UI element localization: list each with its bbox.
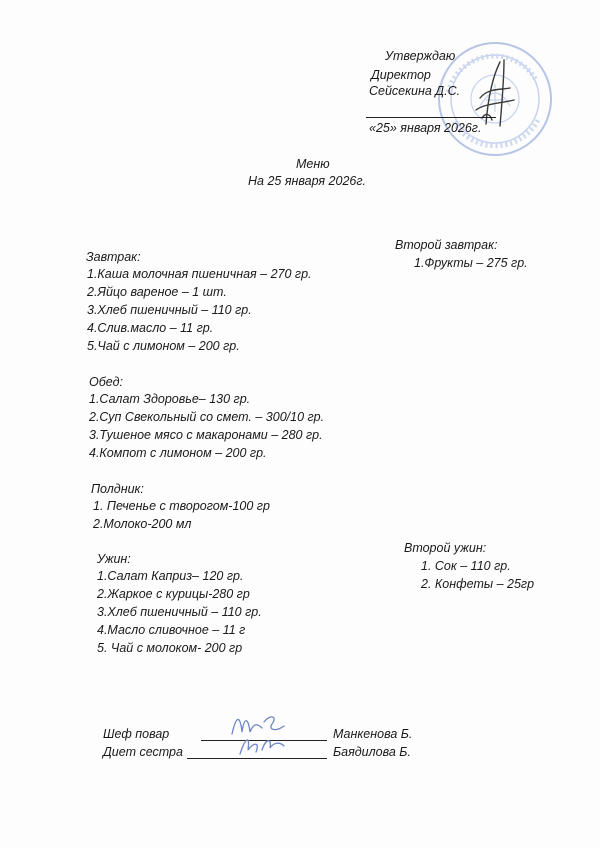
dinner-item: 5. Чай с молоком- 200 гр (97, 641, 243, 655)
lunch-item: 2.Суп Свекольный со смет. – 300/10 гр. (89, 410, 325, 424)
page-title: Меню (296, 157, 330, 171)
lunch-item: 1.Салат Здоровье– 130 гр. (89, 392, 251, 406)
chef-name: Манкенова Б. (333, 727, 413, 741)
approval-approve: Утверждаю (385, 49, 456, 63)
breakfast-item: 1.Каша молочная пшеничная – 270 гр. (87, 267, 312, 281)
lunch-item: 3.Тушеное мясо с макаронами – 280 гр. (89, 428, 323, 442)
director-signature-icon (470, 58, 520, 130)
second-dinner-item: 2. Конфеты – 25гр (421, 577, 535, 591)
dinner-heading: Ужин: (97, 552, 131, 566)
approval-date: «25» января 2026г. (369, 121, 482, 135)
lunch-item: 4.Компот с лимоном – 200 гр. (89, 446, 267, 460)
approval-signature-line (366, 117, 496, 118)
snack-item: 1. Печенье с творогом-100 гр (93, 499, 270, 513)
nurse-role: Диет сестра (103, 745, 183, 759)
nurse-name: Баядилова Б. (333, 745, 411, 759)
snack-item: 2.Молоко-200 мл (93, 517, 192, 531)
second-dinner-heading: Второй ужин: (404, 541, 487, 555)
second-breakfast-item: 1.Фрукты – 275 гр. (414, 256, 528, 270)
approval-name: Сейсекина Д.С. (369, 84, 461, 98)
breakfast-item: 5.Чай с лимоном – 200 гр. (87, 339, 240, 353)
breakfast-item: 2.Яйцо вареное – 1 шт. (87, 285, 227, 299)
nurse-signature-icon (236, 730, 292, 760)
page-subtitle-date: На 25 января 2026г. (248, 174, 366, 188)
breakfast-heading: Завтрак: (86, 250, 141, 264)
snack-heading: Полдник: (91, 482, 144, 496)
lunch-heading: Обед: (89, 375, 123, 389)
breakfast-item: 4.Слив.масло – 11 гр. (87, 321, 214, 335)
approval-position: Директор (371, 68, 431, 82)
breakfast-item: 3.Хлеб пшеничный – 110 гр. (87, 303, 252, 317)
dinner-item: 1.Салат Каприз– 120 гр. (97, 569, 244, 583)
second-dinner-item: 1. Сок – 110 гр. (421, 559, 511, 573)
second-breakfast-heading: Второй завтрак: (395, 238, 498, 252)
dinner-item: 3.Хлеб пшеничный – 110 гр. (97, 605, 262, 619)
dinner-item: 4.Масло сливочное – 11 г (97, 623, 246, 637)
dinner-item: 2.Жаркое с курицы-280 гр (97, 587, 250, 601)
chef-role: Шеф повар (103, 727, 170, 741)
